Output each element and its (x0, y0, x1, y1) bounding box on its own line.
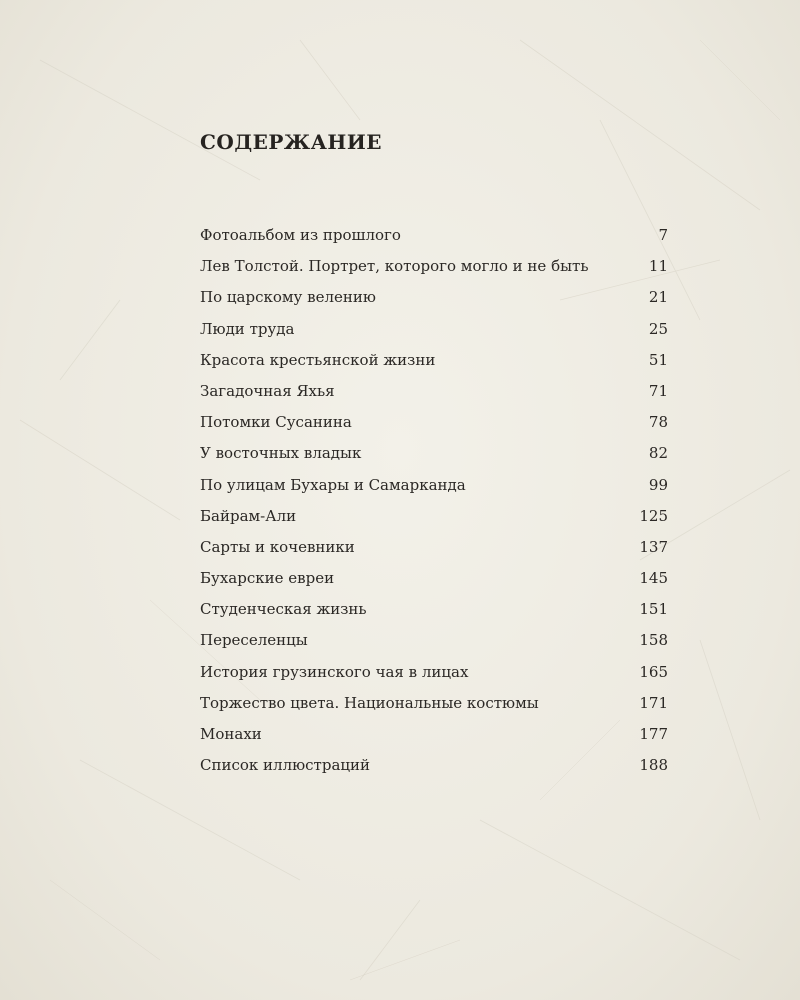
toc-entry-title: У восточных владык (200, 444, 362, 463)
toc-entry[interactable] (200, 750, 668, 781)
toc-entry[interactable] (200, 563, 668, 594)
toc-entry-title: Байрам-Али (200, 506, 297, 525)
toc-entry-title: Фотоальбом из прошлого (200, 226, 401, 244)
toc-entry-title: Список иллюстраций (200, 756, 371, 775)
toc-entry[interactable] (200, 657, 668, 688)
toc-entry-title: Переселенцы (200, 631, 308, 650)
contents-list (200, 220, 668, 781)
toc-entry-page-number: 171 (639, 693, 668, 712)
toc-entry-page-number: 21 (648, 288, 668, 307)
toc-entry[interactable] (200, 345, 668, 376)
toc-entry-page-number: 188 (639, 756, 668, 775)
toc-entry[interactable] (200, 282, 668, 313)
toc-entry-page-number: 11 (648, 257, 668, 276)
toc-entry-title: По царскому велению (200, 288, 376, 307)
toc-entry-title: Загадочная Яхья (200, 381, 335, 400)
toc-entry[interactable] (200, 407, 668, 438)
toc-entry[interactable] (200, 251, 668, 282)
toc-entry-page-number: 158 (639, 631, 668, 650)
toc-entry-page-number: 71 (648, 381, 668, 400)
toc-entry-page-number: 137 (639, 537, 668, 556)
toc-entry[interactable] (200, 532, 668, 563)
toc-entry-title: Торжество цвета. Национальные костюмы (200, 693, 539, 712)
toc-entry[interactable] (200, 501, 668, 532)
toc-entry[interactable] (200, 719, 668, 750)
toc-entry-title: Монахи (200, 725, 262, 743)
toc-entry-page-number: 51 (648, 350, 668, 369)
toc-entry[interactable] (200, 220, 668, 251)
toc-entry[interactable] (200, 438, 668, 469)
toc-entry-page-number: 125 (639, 506, 668, 525)
toc-entry-title: Люди труда (200, 319, 295, 338)
contents-heading: СОДЕРЖАНИЕ (200, 130, 382, 154)
toc-entry-page-number: 151 (639, 600, 668, 619)
toc-entry-page-number: 78 (648, 413, 668, 432)
toc-entry[interactable] (200, 688, 668, 719)
toc-entry-title: Бухарские евреи (200, 569, 335, 588)
toc-entry[interactable] (200, 594, 668, 625)
toc-entry-page-number: 7 (658, 226, 668, 244)
toc-entry-title: Потомки Сусанина (200, 413, 352, 432)
toc-entry-page-number: 145 (639, 569, 668, 588)
toc-entry-page-number: 99 (648, 475, 668, 494)
toc-entry-title: История грузинского чая в лицах (200, 662, 469, 681)
toc-entry-page-number: 82 (648, 444, 668, 463)
toc-entry-title: Сарты и кочевники (200, 537, 355, 556)
toc-entry-title: Лев Толстой. Портрет, которого могло и не быть (200, 257, 589, 276)
toc-entry-page-number: 25 (648, 319, 668, 338)
toc-entry-title: Красота крестьянской жизни (200, 350, 436, 369)
toc-entry[interactable] (200, 625, 668, 656)
toc-entry-page-number: 165 (639, 662, 668, 681)
toc-entry[interactable] (200, 470, 668, 501)
toc-entry-title: По улицам Бухары и Самарканда (200, 475, 466, 494)
toc-entry[interactable] (200, 314, 668, 345)
toc-entry-page-number: 177 (639, 725, 668, 743)
toc-entry-title: Студенческая жизнь (200, 600, 367, 619)
toc-entry[interactable] (200, 376, 668, 407)
